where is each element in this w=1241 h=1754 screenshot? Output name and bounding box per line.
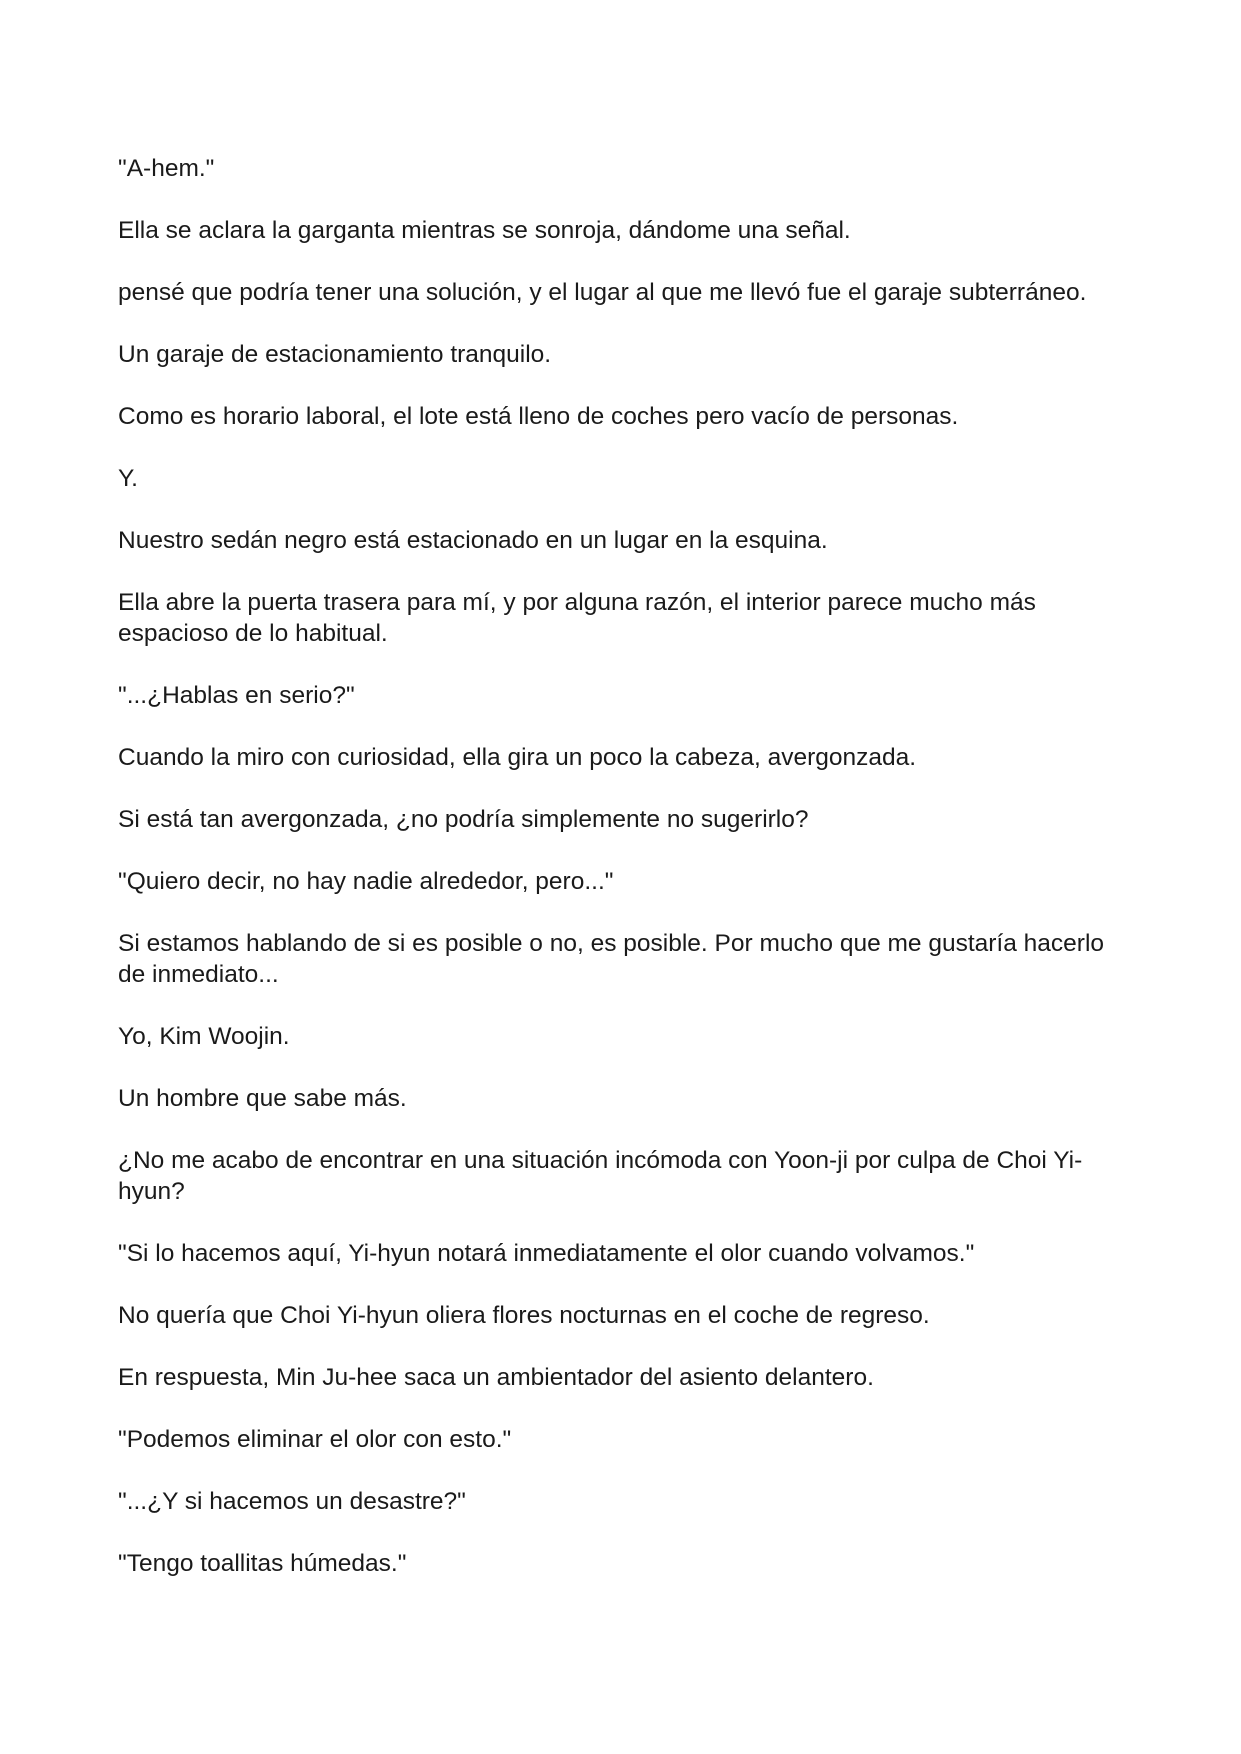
- paragraph: pensé que podría tener una solución, y el lugar al que me llevó fue el garaje subterráneo.: [118, 279, 1087, 306]
- document-body: [118, 153, 1128, 1610]
- paragraph: Yo, Kim Woojin.: [118, 1023, 290, 1050]
- paragraph: "Quiero decir, no hay nadie alrededor, pero...": [118, 868, 614, 895]
- paragraph: Y.: [118, 465, 138, 492]
- paragraph: Si está tan avergonzada, ¿no podría simplemente no sugerirlo?: [118, 806, 809, 833]
- paragraph: En respuesta, Min Ju-hee saca un ambientador del asiento delantero.: [118, 1364, 874, 1391]
- paragraph: Ella abre la puerta trasera para mí, y por alguna razón, el interior parece mucho más espacioso de lo habitual.: [118, 589, 1036, 647]
- paragraph: Un garaje de estacionamiento tranquilo.: [118, 341, 552, 368]
- paragraph: "Tengo toallitas húmedas.": [118, 1550, 407, 1577]
- paragraph: Nuestro sedán negro está estacionado en un lugar en la esquina.: [118, 527, 828, 554]
- paragraph: Ella se aclara la garganta mientras se sonroja, dándome una señal.: [118, 217, 851, 244]
- paragraph: ¿No me acabo de encontrar en una situación incómoda con Yoon-ji por culpa de Choi Yi-hyun?: [118, 1147, 1083, 1205]
- paragraph: "...¿Hablas en serio?": [118, 682, 355, 709]
- paragraph: No quería que Choi Yi-hyun oliera flores nocturnas en el coche de regreso.: [118, 1302, 930, 1329]
- paragraph: Si estamos hablando de si es posible o no, es posible. Por mucho que me gustaría hacerlo de inmediato...: [118, 930, 1105, 988]
- paragraph: "Podemos eliminar el olor con esto.": [118, 1426, 512, 1453]
- paragraph: Cuando la miro con curiosidad, ella gira un poco la cabeza, avergonzada.: [118, 744, 917, 771]
- paragraph: Como es horario laboral, el lote está lleno de coches pero vacío de personas.: [118, 403, 959, 430]
- paragraph: "Si lo hacemos aquí, Yi-hyun notará inmediatamente el olor cuando volvamos.": [118, 1240, 975, 1267]
- paragraph: Un hombre que sabe más.: [118, 1085, 407, 1112]
- paragraph: "A-hem.": [118, 155, 215, 182]
- paragraph: "...¿Y si hacemos un desastre?": [118, 1488, 466, 1515]
